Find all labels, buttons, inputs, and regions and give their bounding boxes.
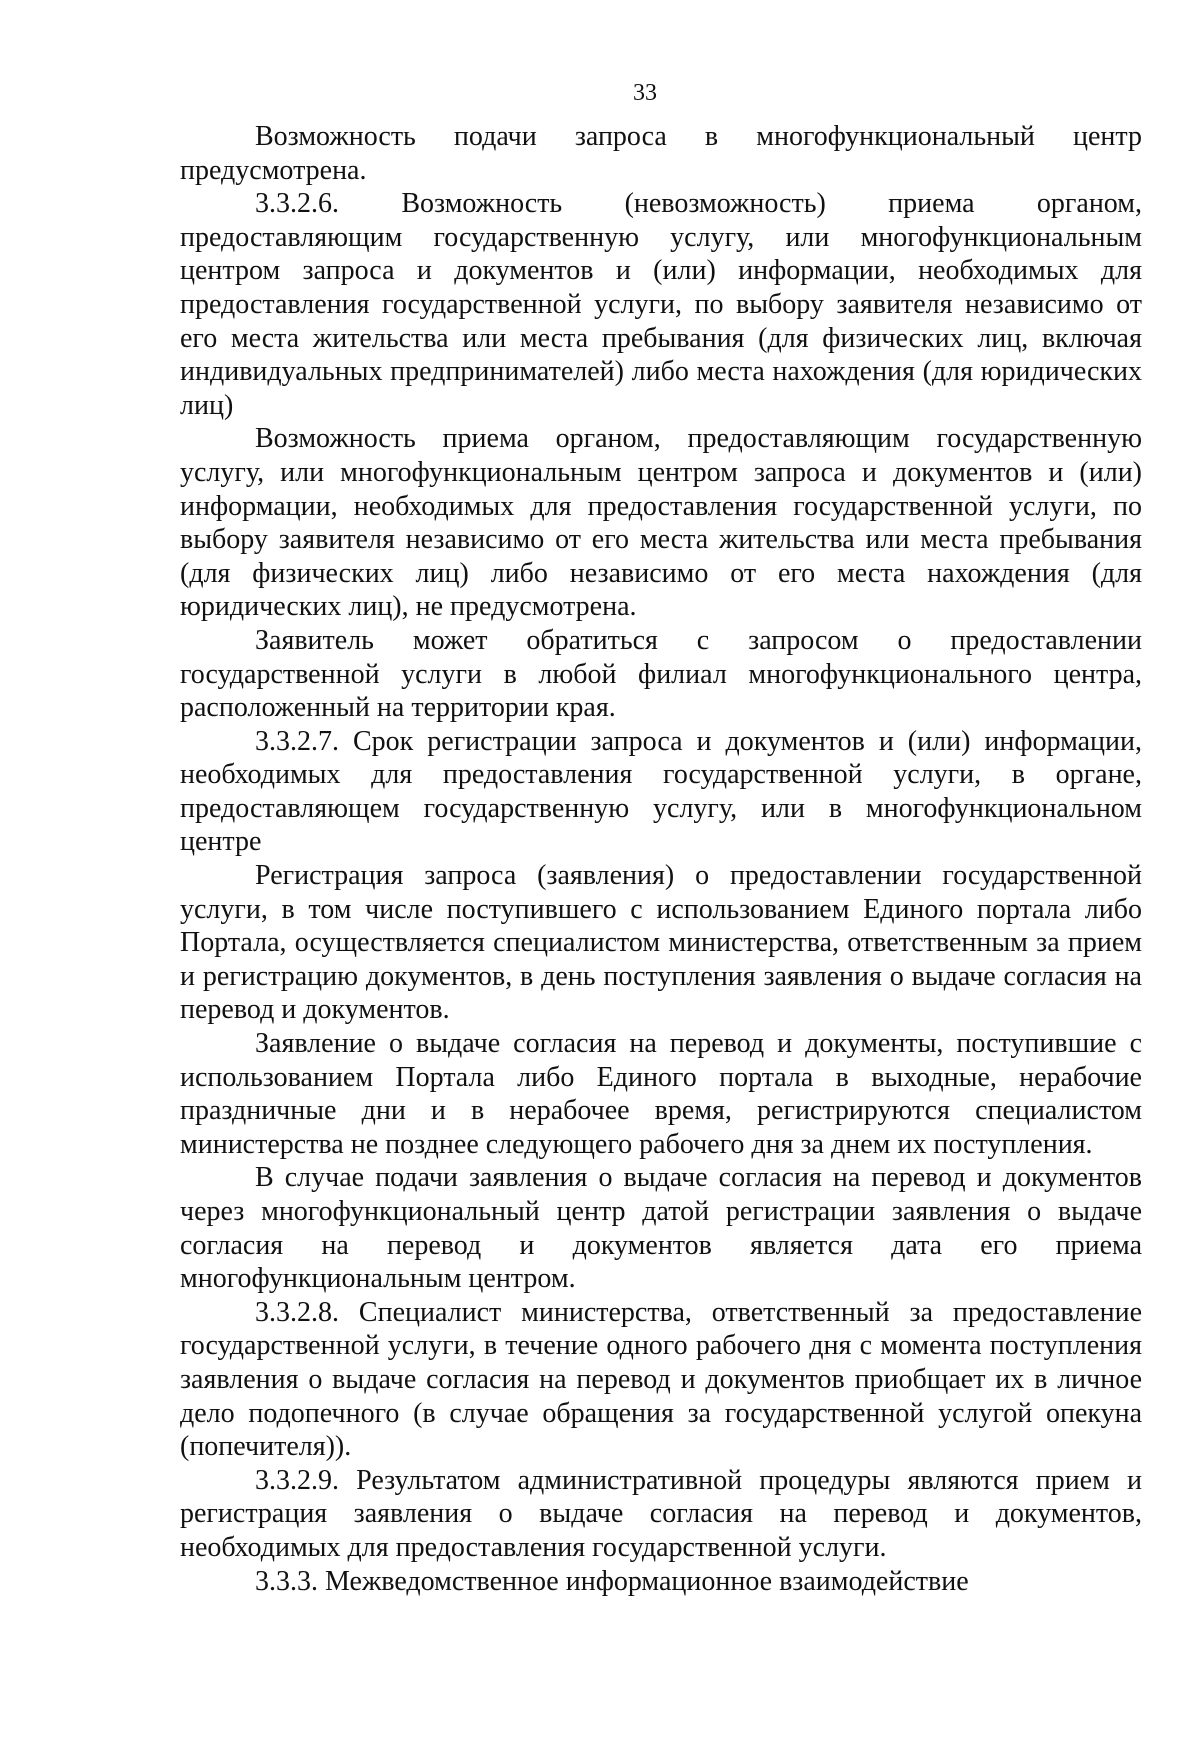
paragraph: 3.3.2.7. Срок регистрации запроса и документов и (или) информации, необходимых для предоставления государственной услуги, в органе, предоставляющем государственную услугу, или в многофункциональном центре: [180, 725, 1142, 858]
paragraph: 3.3.3. Межведомственное информационное взаимодействие: [255, 1565, 969, 1597]
paragraph: 3.3.2.9. Результатом административной процедуры являются прием и регистрация заявления о выдаче согласия на перевод и документов, необходимых для предоставления государственной услуги.: [180, 1464, 1142, 1563]
paragraph: Возможность подачи запроса в многофункциональный центр предусмотрена.: [180, 121, 1142, 186]
paragraph: Заявление о выдаче согласия на перевод и документы, поступившие с использованием Портала либо Единого портала в выходные, нерабочие праздничные дни и в нерабочее время, регистрируются специалистом министерства не позднее следующего рабочего дня за днем их поступления.: [180, 1028, 1142, 1160]
paragraph: Заявитель может обратиться с запросом о предоставлении государственной услуги в любой филиал многофункционального центра, расположенный на территории края.: [180, 624, 1142, 724]
document-body: [180, 120, 1142, 1598]
page-number: [0, 80, 1200, 107]
paragraph: Возможность приема органом, предоставляющим государственную услугу, или многофункциональным центром запроса и документов и (или) информации, необходимых для предоставления государственной услуги, по выбору заявителя независимо от его места жительства или места пребывания (для физических лиц) либо независимо от его места нахождения (для юридических лиц), не предусмотрена.: [180, 423, 1142, 623]
paragraph: 3.3.2.6. Возможность (невозможность) приема органом, предоставляющим государственную услугу, или многофункциональным центром запроса и документов и (или) информации, необходимых для предоставления государственной услуги, по выбору заявителя независимо от его места жительства или места пребывания (для физических лиц, включая индивидуальных предпринимателей) либо места нахождения (для юридических лиц): [180, 188, 1142, 421]
paragraph: 3.3.2.8. Специалист министерства, ответственный за предоставление государственной услуги, в течение одного рабочего дня с момента поступления заявления о выдаче согласия на перевод и документов приобщает их в личное дело подопечного (в случае обращения за государственной услугой опекуна (попечителя)).: [180, 1296, 1142, 1463]
page-number-text: 33: [633, 80, 657, 106]
paragraph: Регистрация запроса (заявления) о предоставлении государственной услуги, в том числе поступившего с использованием Единого портала либо Портала, осуществляется специалистом министерства, ответственным за прием и регистрацию документов, в день поступления заявления о выдаче согласия на перевод и документов.: [180, 860, 1142, 1026]
paragraph: В случае подачи заявления о выдаче согласия на перевод и документов через многофункциональный центр датой регистрации заявления о выдаче согласия на перевод и документов является дата его приема многофункциональным центром.: [180, 1162, 1142, 1295]
